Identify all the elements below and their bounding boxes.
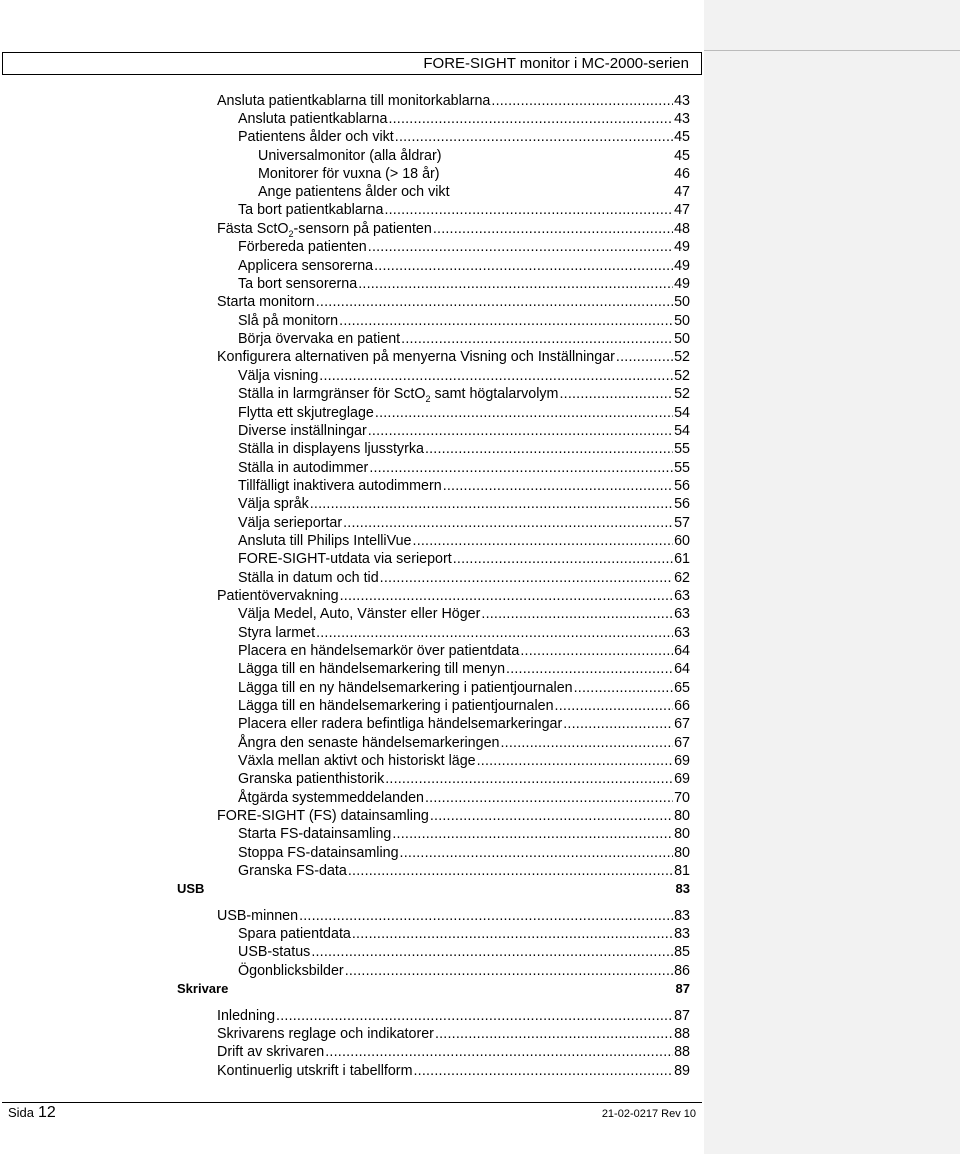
toc-leader-dots [425,789,673,807]
toc-leader-dots [574,679,673,697]
toc-entry[interactable] [217,907,690,925]
toc-leader-dots [433,220,673,238]
toc-entry-page: 87 [674,1008,690,1024]
toc-entry[interactable] [238,770,690,788]
toc-entry-title: Spara patientdata [238,926,351,942]
toc-leader-dots [477,752,673,770]
toc-chapter-title: USB [177,881,205,896]
toc-leader-dots [388,110,673,128]
toc-entry-page: 45 [674,129,690,145]
toc-entry-title: Applicera sensorerna [238,258,374,274]
toc-entry-page: 83 [674,908,690,924]
toc-entry[interactable] [238,844,690,862]
toc-entry-page: 52 [674,349,690,365]
toc-entry-page: 81 [674,863,690,879]
toc-entry[interactable] [238,825,690,843]
toc-entry[interactable] [238,715,690,733]
toc-entry[interactable] [238,925,690,943]
toc-entry-page: 88 [674,1044,690,1060]
toc-leader-dots [400,844,674,862]
toc-entry[interactable] [217,1007,690,1025]
toc-leader-dots [374,257,673,275]
toc-entry-title: Stoppa FS-datainsamling [238,845,399,861]
footer-page-label: Sida [8,1105,35,1120]
toc-entry-title: Slå på monitorn [238,313,339,329]
toc-entry-page: 70 [674,790,690,806]
toc-entry[interactable] [217,1062,690,1080]
toc-entry[interactable] [238,642,690,660]
toc-entry-page: 55 [674,441,690,457]
toc-leader-dots [443,477,673,495]
toc-entry-title: USB-minnen [217,908,299,924]
toc-leader-dots [339,312,673,330]
toc-entry-title: Patientövervakning [217,588,339,604]
toc-entry-page: 47 [674,184,690,200]
toc-entry-title: Börja övervaka en patient [238,331,401,347]
toc-entry-title: Välja serieportar [238,515,343,531]
toc-chapter-title: Skrivare [177,981,229,996]
toc-entry-title: Ställa in displayens ljusstyrka [238,441,424,457]
toc-leader-dots [413,1062,673,1080]
toc-entry-page: 56 [674,478,690,494]
toc-entry-page: 64 [674,643,690,659]
toc-entry[interactable] [238,440,690,458]
toc-entry[interactable] [238,367,690,385]
toc-entry-title: Fästa SctO$_2$-sensorn på patienten [217,221,432,239]
toc-entry-title: Placera en händelsemarkör över patientdata [238,643,520,659]
toc-entry-page: 63 [674,588,690,604]
toc-entry-title: Monitorer för vuxna (> 18 år) [258,166,440,182]
toc-leader-dots [311,943,673,961]
toc-entry-title: Lägga till en händelsemarkering i patientjournalen [238,698,554,714]
toc-entry[interactable] [238,624,690,642]
toc-entry-page: 88 [674,1026,690,1042]
toc-entry-page: 46 [674,166,690,182]
toc-entry-title: Lägga till en ny händelsemarkering i patientjournalen [238,680,573,696]
toc-entry[interactable] [238,312,690,330]
toc-leader-dots [435,1025,673,1043]
toc-entry-page: 65 [674,680,690,696]
toc-entry-page: 52 [674,386,690,402]
toc-entry[interactable] [238,569,690,587]
toc-leader-dots [385,770,673,788]
toc-leader-dots [520,642,673,660]
toc-entry[interactable] [238,128,690,146]
toc-entry-page: 57 [674,515,690,531]
toc-entry-title: Drift av skrivaren [217,1044,325,1060]
toc-entry-page: 54 [674,405,690,421]
toc-entry-page: 86 [674,963,690,979]
toc-entry[interactable] [238,697,690,715]
toc-entry-title: Inledning [217,1008,276,1024]
toc-leader-dots [310,495,673,513]
toc-leader-dots [368,422,673,440]
toc-entry-page: 43 [674,93,690,109]
toc-leader-dots [375,404,673,422]
toc-entry[interactable] [238,660,690,678]
toc-entry-page: 54 [674,423,690,439]
toc-entry-title: Ansluta patientkablarna [238,111,388,127]
toc-entry-title: Styra larmet [238,625,316,641]
toc-entry-title: Lägga till en händelsemarkering till menyn [238,661,506,677]
toc-entry-page: 47 [674,202,690,218]
toc-entry-page: 64 [674,661,690,677]
toc-leader-dots [616,348,673,366]
toc-entry-title: Skrivarens reglage och indikatorer [217,1026,434,1042]
toc-entry[interactable] [238,962,690,980]
toc-entry[interactable] [238,330,690,348]
toc-entry[interactable] [238,459,690,477]
toc-entry[interactable] [238,514,690,532]
toc-entry-title: Åtgärda systemmeddelanden [238,790,424,806]
toc-entry-page: 89 [674,1063,690,1079]
toc-entry-page: 43 [674,111,690,127]
toc-chapter-page: 87 [675,981,690,996]
toc-entry-title: FORE-SIGHT (FS) datainsamling [217,808,429,824]
toc-leader-dots [425,440,673,458]
toc-chapter[interactable] [177,981,690,996]
footer-doc-ref: 21-02-0217 Rev 10 [601,1108,696,1120]
toc-entry[interactable] [238,943,690,961]
toc-entry-page: 60 [674,533,690,549]
toc-entry-page: 80 [674,845,690,861]
footer-page-number: 12 [38,1104,56,1121]
toc-entry-title: Universalmonitor (alla åldrar) [258,148,442,164]
toc-entry-title: FORE-SIGHT-utdata via serieport [238,551,452,567]
comment-margin-panel [704,0,960,1154]
toc-entry-title: Ansluta till Philips IntelliVue [238,533,412,549]
toc-entry[interactable] [238,201,690,219]
toc-leader-dots [453,550,673,568]
toc-entry-page: 80 [674,808,690,824]
toc-entry-title: Flytta ett skjutreglage [238,405,374,421]
toc-leader-dots [506,660,673,678]
toc-entry[interactable] [258,165,690,183]
toc-entry[interactable] [238,422,690,440]
toc-entry-page: 50 [674,313,690,329]
toc-leader-dots [401,330,673,348]
toc-entry-page: 48 [674,221,690,237]
toc-entry-page: 49 [674,276,690,292]
toc-leader-dots [384,201,673,219]
toc-entry-title: Ta bort sensorerna [238,276,358,292]
toc-entry[interactable] [217,1025,690,1043]
toc-leader-dots [395,128,673,146]
toc-leader-dots [392,825,673,843]
toc-leader-dots [481,605,673,623]
toc-entry-page: 49 [674,258,690,274]
toc-entry[interactable] [238,275,690,293]
toc-entry[interactable] [217,348,690,366]
toc-entry[interactable] [238,238,690,256]
toc-entry-page: 45 [674,148,690,164]
toc-entry-page: 67 [674,735,690,751]
toc-entry[interactable] [217,92,690,110]
toc-leader-dots [340,587,673,605]
toc-entry[interactable] [217,293,690,311]
toc-entry-title: Starta monitorn [217,294,315,310]
toc-entry-title: Granska patienthistorik [238,771,385,787]
toc-entry-title: Tillfälligt inaktivera autodimmern [238,478,442,494]
toc-entry-title: Ställa in datum och tid [238,570,379,586]
toc-entry[interactable] [238,257,690,275]
toc-leader-dots [316,293,673,311]
toc-leader-dots [343,514,673,532]
toc-entry-page: 83 [674,926,690,942]
toc-entry-title: Ange patientens ålder och vikt [258,184,450,200]
toc-entry[interactable] [238,385,690,403]
toc-entry-title: Välja visning [238,368,319,384]
toc-entry-title: Ta bort patientkablarna [238,202,384,218]
toc-entry-page: 63 [674,625,690,641]
toc-entry-title: Ställa in larmgränser för SctO$_2$ samt högtalarvolym [238,386,559,404]
toc-leader-dots [368,238,673,256]
toc-entry[interactable] [238,110,690,128]
document-title: FORE-SIGHT monitor i MC-2000-serien [423,55,689,72]
toc-entry[interactable] [238,752,690,770]
toc-entry[interactable] [238,404,690,422]
toc-entry-title: Växla mellan aktivt och historiskt läge [238,753,476,769]
toc-leader-dots [369,459,673,477]
toc-entry[interactable] [238,550,690,568]
toc-entry-page: 52 [674,368,690,384]
toc-entry-title: Granska FS-data [238,863,347,879]
toc-entry-title: Kontinuerlig utskrift i tabellform [217,1063,413,1079]
toc-leader-dots [413,532,674,550]
toc-leader-dots [358,275,673,293]
toc-entry[interactable] [238,605,690,623]
toc-entry-page: 69 [674,753,690,769]
toc-entry-page: 61 [674,551,690,567]
toc-entry-title: Ställa in autodimmer [238,460,369,476]
toc-entry-page: 80 [674,826,690,842]
toc-entry-page: 62 [674,570,690,586]
toc-entry-page: 85 [674,944,690,960]
toc-leader-dots [555,697,674,715]
toc-entry-title: Patientens ålder och vikt [238,129,394,145]
toc-leader-dots [352,925,673,943]
toc-leader-dots [325,1043,673,1061]
toc-entry-page: 49 [674,239,690,255]
toc-entry[interactable] [238,789,690,807]
toc-entry-page: 69 [674,771,690,787]
toc-entry[interactable] [238,532,690,550]
toc-entry-title: Förbereda patienten [238,239,367,255]
toc-entry-title: Välja språk [238,496,309,512]
toc-leader-dots [319,367,673,385]
toc-leader-dots [559,385,673,403]
toc-entry-title: USB-status [238,944,311,960]
footer-page [8,1104,56,1122]
toc-entry-title: Ångra den senaste händelsemarkeringen [238,735,500,751]
toc-entry-title: Ögonblicksbilder [238,963,344,979]
toc-entry-title: Diverse inställningar [238,423,367,439]
toc-leader-dots [380,569,673,587]
toc-chapter[interactable] [177,881,690,896]
toc-entry-title: Starta FS-datainsamling [238,826,392,842]
toc-entry[interactable] [217,807,690,825]
toc-leader-dots [299,907,673,925]
toc-entry[interactable] [217,587,690,605]
footer-divider [2,1102,702,1103]
toc-chapter-page: 83 [675,881,690,896]
toc-leader-dots [563,715,673,733]
toc-entry-page: 56 [674,496,690,512]
toc-entry[interactable] [238,679,690,697]
margin-divider [704,50,960,51]
toc-leader-dots [430,807,673,825]
toc-entry-page: 50 [674,331,690,347]
page-header [2,52,702,75]
toc-leader-dots [345,962,673,980]
toc-leader-dots [491,92,673,110]
toc-leader-dots [276,1007,673,1025]
toc-entry-page: 67 [674,716,690,732]
toc-entry[interactable] [217,1043,690,1061]
toc-entry-title: Placera eller radera befintliga händelsemarkeringar [238,716,563,732]
toc-entry-title: Konfigurera alternativen på menyerna Visning och Inställningar [217,349,615,365]
toc-entry[interactable] [238,495,690,513]
toc-leader-dots [348,862,673,880]
toc-entry[interactable] [258,183,690,201]
toc-entry-page: 50 [674,294,690,310]
toc-entry[interactable] [238,734,690,752]
toc-leader-dots [316,624,673,642]
toc-entry[interactable] [238,477,690,495]
toc-entry[interactable] [217,220,690,238]
toc-entry-title: Välja Medel, Auto, Vänster eller Höger [238,606,481,622]
toc-entry-title: Ansluta patientkablarna till monitorkablarna [217,93,491,109]
toc-entry[interactable] [238,862,690,880]
toc-leader-dots [501,734,674,752]
toc-entry[interactable] [258,147,690,165]
toc-entry-page: 66 [674,698,690,714]
toc-entry-page: 55 [674,460,690,476]
toc-entry-page: 63 [674,606,690,622]
